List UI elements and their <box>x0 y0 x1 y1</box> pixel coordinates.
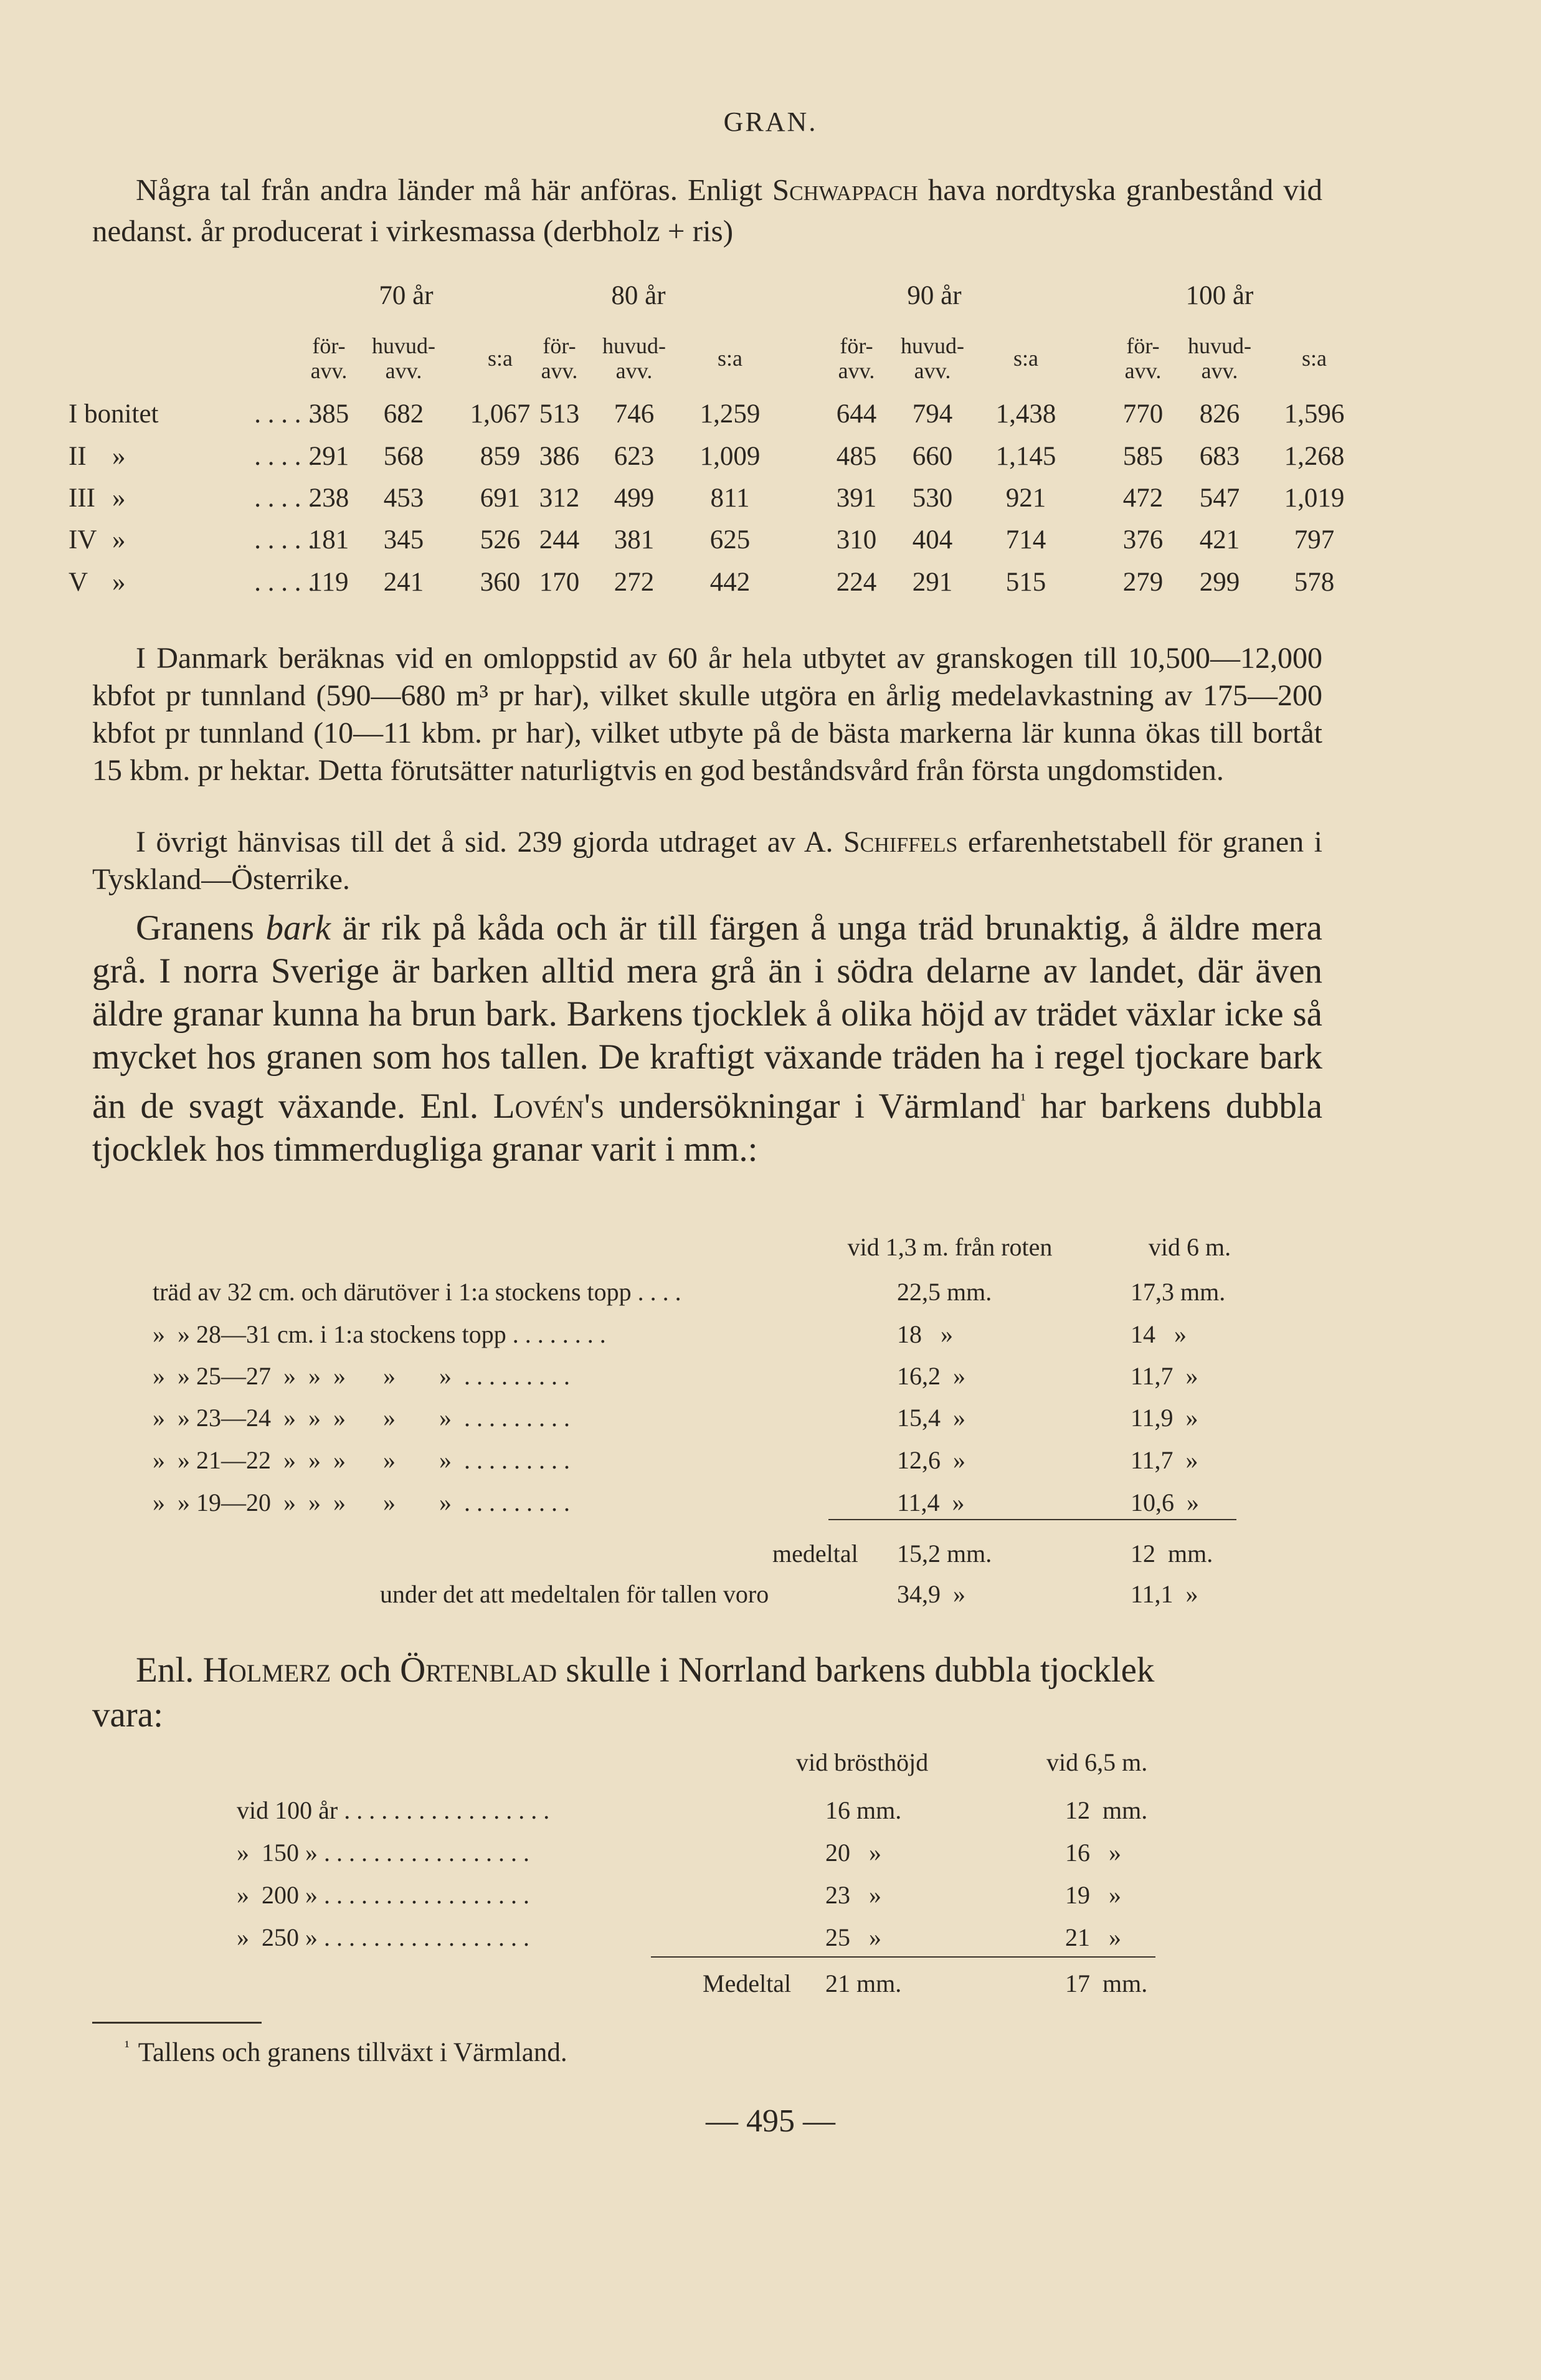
column-header-breast: vid brösthöjd <box>796 1748 929 1776</box>
table-cell: 485 <box>836 442 877 471</box>
column-head-top: för- <box>543 333 576 358</box>
table-cell: 17,3 mm. <box>1131 1278 1226 1306</box>
row-label: IV <box>69 525 97 555</box>
table-cell: 170 <box>539 568 580 597</box>
table-cell: 241 <box>383 568 424 597</box>
table-cell: 21 » <box>1065 1923 1121 1951</box>
age-group-header: 90 år <box>907 281 962 310</box>
table-cell: 12 mm. <box>1065 1796 1148 1824</box>
row-ditto-mark: » <box>112 568 126 597</box>
table-cell: 291 <box>308 442 349 471</box>
table-cell: 11,7 » <box>1131 1446 1198 1474</box>
table-cell: 1,596 <box>1284 399 1345 429</box>
footnote <box>125 2037 567 2068</box>
table-cell: 499 <box>614 483 655 513</box>
author-holmerz: Holmerz <box>202 1650 331 1690</box>
row-leader-dots: . . . . . <box>254 442 315 471</box>
holmerz-paragraph <box>136 1650 1154 1690</box>
column-header-65m: vid 6,5 m. <box>1046 1748 1148 1776</box>
table-cell: 547 <box>1199 483 1240 513</box>
sum-column-head: s:a <box>1013 346 1038 371</box>
row-leader-dots: . . . . . <box>254 399 315 429</box>
table-row-label: » » 28—31 cm. i 1:a stockens topp . . . . . . . . <box>153 1320 606 1348</box>
table-cell: 310 <box>836 525 877 555</box>
sum-column-head: s:a <box>718 346 742 371</box>
mean-value: 12 mm. <box>1131 1540 1213 1568</box>
table-cell: 530 <box>912 483 953 513</box>
mean-value: 15,2 mm. <box>897 1540 992 1568</box>
author-loven: Lovén's <box>493 1087 605 1126</box>
table-cell: 385 <box>308 399 349 429</box>
sum-column-head: s:a <box>1302 346 1327 371</box>
footnote-mark: ¹ <box>125 2037 130 2055</box>
row-ditto-mark: » <box>112 483 126 513</box>
table-cell: 345 <box>383 525 424 555</box>
table-cell: 15,4 » <box>897 1404 965 1432</box>
intro-text: Några tal från andra länder må här anföras. Enligt <box>136 173 772 207</box>
table-cell: 181 <box>308 525 349 555</box>
row-ditto-mark: » <box>112 525 126 555</box>
table-cell: 683 <box>1199 442 1240 471</box>
table-cell: 1,019 <box>1284 483 1345 513</box>
table-row-label: » » 19—20 » » » » » . . . . . . . . . <box>153 1488 570 1516</box>
table-cell: 16 » <box>1065 1839 1121 1867</box>
row-label: I bonitet <box>69 399 159 429</box>
table-cell: 1,009 <box>699 442 761 471</box>
age-group-header: 100 år <box>1185 281 1254 310</box>
table-cell: 623 <box>614 442 655 471</box>
table-cell: 770 <box>1122 399 1164 429</box>
table-cell: 11,7 » <box>1131 1362 1198 1390</box>
table-row-label: » 150 » . . . . . . . . . . . . . . . . . <box>237 1839 529 1867</box>
footnote-text: Tallens och granens tillväxt i Värmland. <box>138 2038 567 2068</box>
column-head-bottom: avv. <box>914 358 951 383</box>
table-cell: 16 mm. <box>825 1796 902 1824</box>
holmerz-text-end: skulle i Norrland barkens dubbla tjocklek <box>557 1650 1155 1690</box>
table-cell: 625 <box>709 525 751 555</box>
table-cell: 442 <box>709 568 751 597</box>
holmerz-text: Enl. <box>136 1650 203 1690</box>
table-cell: 421 <box>1199 525 1240 555</box>
table-cell: 568 <box>383 442 424 471</box>
pine-label: under det att medeltalen för tallen voro <box>380 1580 769 1608</box>
column-head-bottom: avv. <box>1124 358 1162 383</box>
table-cell: 391 <box>836 483 877 513</box>
table-cell: 404 <box>912 525 953 555</box>
table-cell: 1,438 <box>995 399 1056 429</box>
row-leader-dots: . . . . . <box>254 568 315 597</box>
table-cell: 578 <box>1294 568 1335 597</box>
sum-column-head: s:a <box>488 346 513 371</box>
column-head-bottom: avv. <box>1201 358 1238 383</box>
table-cell: 811 <box>710 483 750 513</box>
mean-label: medeltal <box>772 1540 858 1568</box>
column-head-bottom: avv. <box>541 358 578 383</box>
reference-text: I övrigt hänvisas till det å sid. 239 gjorda utdraget av A. <box>136 826 843 859</box>
table-cell: 11,4 » <box>897 1488 965 1516</box>
mean-value: 21 mm. <box>825 1969 902 1997</box>
row-label: II <box>69 442 87 471</box>
column-header-root: vid 1,3 m. från roten <box>847 1233 1053 1261</box>
table-cell: 691 <box>480 483 521 513</box>
table-cell: 1,268 <box>1284 442 1345 471</box>
author-schiffels: Schiffels <box>843 826 958 859</box>
table-cell: 746 <box>614 399 655 429</box>
table-cell: 10,6 » <box>1131 1488 1199 1516</box>
table-row-label: » 200 » . . . . . . . . . . . . . . . . . <box>237 1881 529 1909</box>
row-label: III <box>69 483 95 513</box>
column-head-bottom: avv. <box>385 358 422 383</box>
table-cell: 18 » <box>897 1320 953 1348</box>
table-cell: 119 <box>309 568 349 597</box>
table-cell: 453 <box>383 483 424 513</box>
row-leader-dots: . . . . . <box>254 525 315 555</box>
table-cell: 376 <box>1122 525 1164 555</box>
table-row-label: » » 25—27 » » » » » . . . . . . . . . <box>153 1362 570 1390</box>
footnote-rule <box>92 2022 262 2024</box>
table-cell: 826 <box>1199 399 1240 429</box>
column-head-top: för- <box>312 333 346 358</box>
column-head-top: huvud- <box>602 333 666 358</box>
pine-value: 34,9 » <box>897 1580 965 1608</box>
holmerz-text-mid: och <box>331 1650 401 1690</box>
column-head-top: huvud- <box>901 333 964 358</box>
table-cell: 585 <box>1122 442 1164 471</box>
table-row-label: » » 23—24 » » » » » . . . . . . . . . <box>153 1404 570 1432</box>
table-cell: 859 <box>480 442 521 471</box>
sum-rule <box>651 1956 1155 1958</box>
table-cell: 660 <box>912 442 953 471</box>
table-cell: 279 <box>1122 568 1164 597</box>
table-cell: 360 <box>480 568 521 597</box>
table-cell: 19 » <box>1065 1881 1121 1909</box>
table-cell: 472 <box>1122 483 1164 513</box>
holmerz-line2: vara: <box>92 1695 163 1735</box>
row-label: V <box>69 568 88 597</box>
column-head-top: huvud- <box>1188 333 1251 358</box>
bark-paragraph <box>92 907 1322 1171</box>
column-head-bottom: avv. <box>615 358 653 383</box>
denmark-paragraph: I Danmark beräknas vid en omloppstid av 60 år hela utbytet av granskogen till 10,500—12,000 kbfot pr tunnland (590—680 m³ pr har), vilket skulle utgöra en årlig medelavkastning av 175—200 kbfot pr tunnland (10—11 kbm. pr har), vilket utbyte på de bästa markerna lär kunna ökas till bortåt 15 kbm. pr hektar. Detta förutsätter naturligtvis en god beståndsvård från första ungdomstiden. <box>92 642 1322 787</box>
table-cell: 644 <box>836 399 877 429</box>
table-row-label: vid 100 år . . . . . . . . . . . . . . . . . <box>237 1796 550 1824</box>
table-cell: 381 <box>614 525 655 555</box>
table-cell: 526 <box>480 525 521 555</box>
mean-value: 17 mm. <box>1065 1969 1148 1997</box>
table-cell: 794 <box>912 399 953 429</box>
table-cell: 272 <box>614 568 655 597</box>
age-group-header: 70 år <box>379 281 434 310</box>
table-cell: 1,259 <box>699 399 761 429</box>
author-ortenblad: Örtenblad <box>400 1650 557 1690</box>
reference-paragraph <box>92 824 1322 898</box>
table-cell: 25 » <box>825 1923 881 1951</box>
column-head-bottom: avv. <box>310 358 348 383</box>
table-cell: 23 » <box>825 1881 881 1909</box>
intro-text-end: hava nordtyska granbestånd vid nedanst. år producerat i virkesmassa (derbholz + ris) <box>92 173 1322 248</box>
footnote-reference: ¹ <box>1020 1090 1026 1110</box>
table-cell: 291 <box>912 568 953 597</box>
table-cell: 12,6 » <box>897 1446 965 1474</box>
column-head-top: huvud- <box>372 333 435 358</box>
table-cell: 11,9 » <box>1131 1404 1198 1432</box>
table-row-label: » 250 » . . . . . . . . . . . . . . . . . <box>237 1923 529 1951</box>
bark-text-2: är rik på kåda och är till färgen å unga träd brunaktig, å äldre mera grå. I norra Sverige är barken alltid mera grå än i södra delarne av landet, där även äldre granar kunna ha brun bark. Barkens tjocklek å olika höjd av trädet växlar icke så mycket hos granen som hos tallen. De kraftigt växande träden ha i regel tjockare bark än de svagt växande. Enl. <box>92 908 1322 1126</box>
table-cell: 386 <box>539 442 580 471</box>
table-cell: 312 <box>539 483 580 513</box>
table-cell: 22,5 mm. <box>897 1278 992 1306</box>
pine-value: 11,1 » <box>1131 1580 1198 1608</box>
table-row-label: » » 21—22 » » » » » . . . . . . . . . <box>153 1446 570 1474</box>
reference-text-end: erfarenhetstabell för granen i Tyskland—Österrike. <box>92 826 1322 896</box>
table-cell: 238 <box>308 483 349 513</box>
bark-text-4: har barkens dubbla tjocklek hos timmerdugliga granar varit i mm.: <box>92 1087 1322 1169</box>
intro-paragraph <box>92 169 1322 252</box>
table-cell: 714 <box>1005 525 1046 555</box>
table-row-label: träd av 32 cm. och därutöver i 1:a stockens topp . . . . <box>153 1278 681 1306</box>
column-head-bottom: avv. <box>838 358 875 383</box>
bark-text: Granens <box>136 908 266 948</box>
column-head-top: för- <box>1126 333 1160 358</box>
table-cell: 682 <box>383 399 424 429</box>
bark-text-3: undersökningar i Värmland <box>604 1087 1021 1126</box>
bark-italic: bark <box>265 908 331 948</box>
author-schwappach: Schwappach <box>772 173 918 207</box>
table-cell: 224 <box>836 568 877 597</box>
age-group-header: 80 år <box>611 281 666 310</box>
sum-rule <box>828 1519 1236 1520</box>
page-number: — 495 — <box>706 2103 835 2139</box>
column-header-6m: vid 6 m. <box>1148 1233 1231 1261</box>
mean-label: Medeltal <box>703 1969 792 1997</box>
table-cell: 14 » <box>1131 1320 1187 1348</box>
table-cell: 1,067 <box>470 399 531 429</box>
row-ditto-mark: » <box>112 442 126 471</box>
table-cell: 1,145 <box>995 442 1056 471</box>
table-cell: 513 <box>539 399 580 429</box>
row-leader-dots: . . . . . <box>254 483 315 513</box>
running-header: GRAN. <box>723 107 818 137</box>
table-cell: 244 <box>539 525 580 555</box>
table-cell: 299 <box>1199 568 1240 597</box>
table-cell: 797 <box>1294 525 1335 555</box>
table-cell: 921 <box>1005 483 1046 513</box>
table-cell: 16,2 » <box>897 1362 965 1390</box>
table-cell: 515 <box>1005 568 1046 597</box>
column-head-top: för- <box>840 333 873 358</box>
table-cell: 20 » <box>825 1839 881 1867</box>
